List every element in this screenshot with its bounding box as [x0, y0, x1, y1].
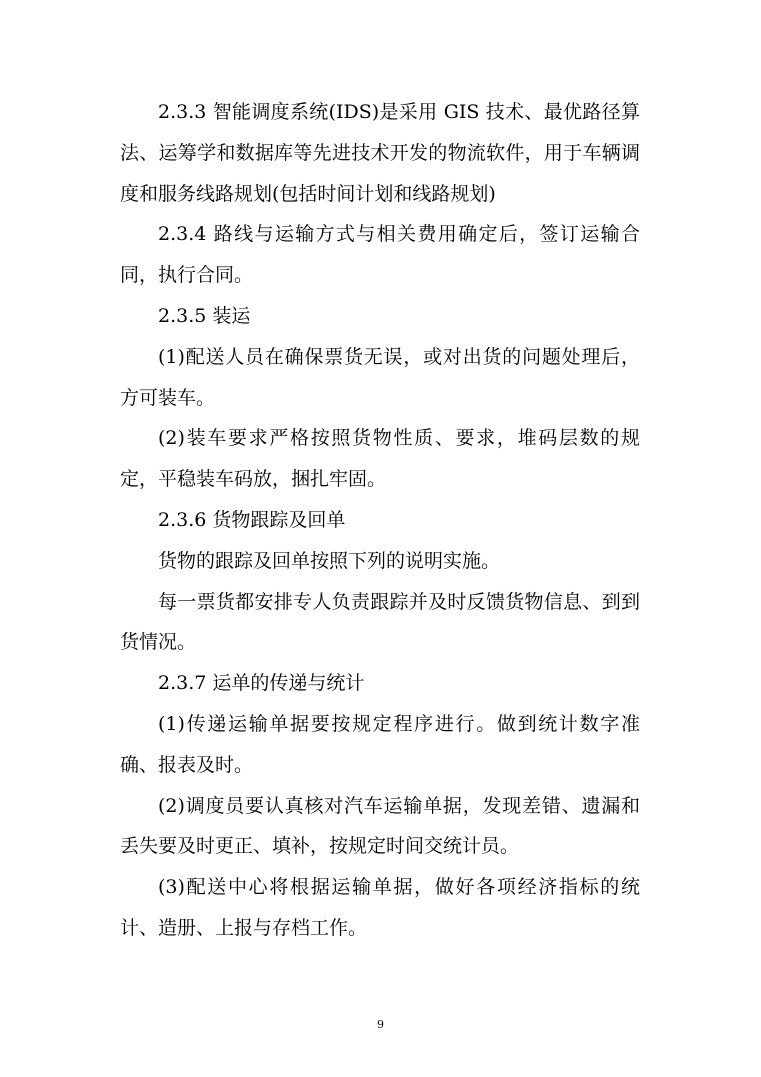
- heading-tracking: 2.3.6 货物跟踪及回单: [158, 508, 346, 531]
- paragraph-waybill-2: (2)调度员要认真核对汽车运输单据，发现差错、遗漏和丢失要及时更正、填补，按规定时间交统计员。: [120, 794, 640, 858]
- paragraph-waybill-3: (3)配送中心将根据运输单据，做好各项经济指标的统计、造册、上报与存档工作。: [120, 876, 640, 939]
- paragraph-ids-system: 2.3.3 智能调度系统(IDS)是采用 GIS 技术、最优路径算法、运筹学和数据库等先进技术开发的物流软件，用于车辆调度和服务线路规划(包括时间计划和线路规划): [120, 101, 640, 205]
- paragraph-contract: 2.3.4 路线与运输方式与相关费用确定后，签订运输合同，执行合同。: [120, 223, 640, 287]
- paragraph-tracking-2: 每一票货都安排专人负责跟踪并及时反馈货物信息、到到货情况。: [120, 590, 640, 654]
- paragraph-loading-2: (2)装车要求严格按照货物性质、要求，堆码层数的规定，平稳装车码放，捆扎牢固。: [120, 427, 640, 491]
- heading-waybill: 2.3.7 运单的传递与统计: [158, 672, 365, 695]
- page-number: 9: [377, 1018, 384, 1031]
- paragraph-loading-1: (1)配送人员在确保票货无误，或对出货的问题处理后，方可装车。: [120, 345, 640, 409]
- body-text: [120, 92, 640, 949]
- paragraph-tracking-1: 货物的跟踪及回单按照下列的说明实施。: [158, 549, 501, 572]
- heading-loading: 2.3.5 装运: [158, 304, 251, 327]
- paragraph-waybill-1: (1)传递运输单据要按规定程序进行。做到统计数字准确、报表及时。: [120, 712, 640, 776]
